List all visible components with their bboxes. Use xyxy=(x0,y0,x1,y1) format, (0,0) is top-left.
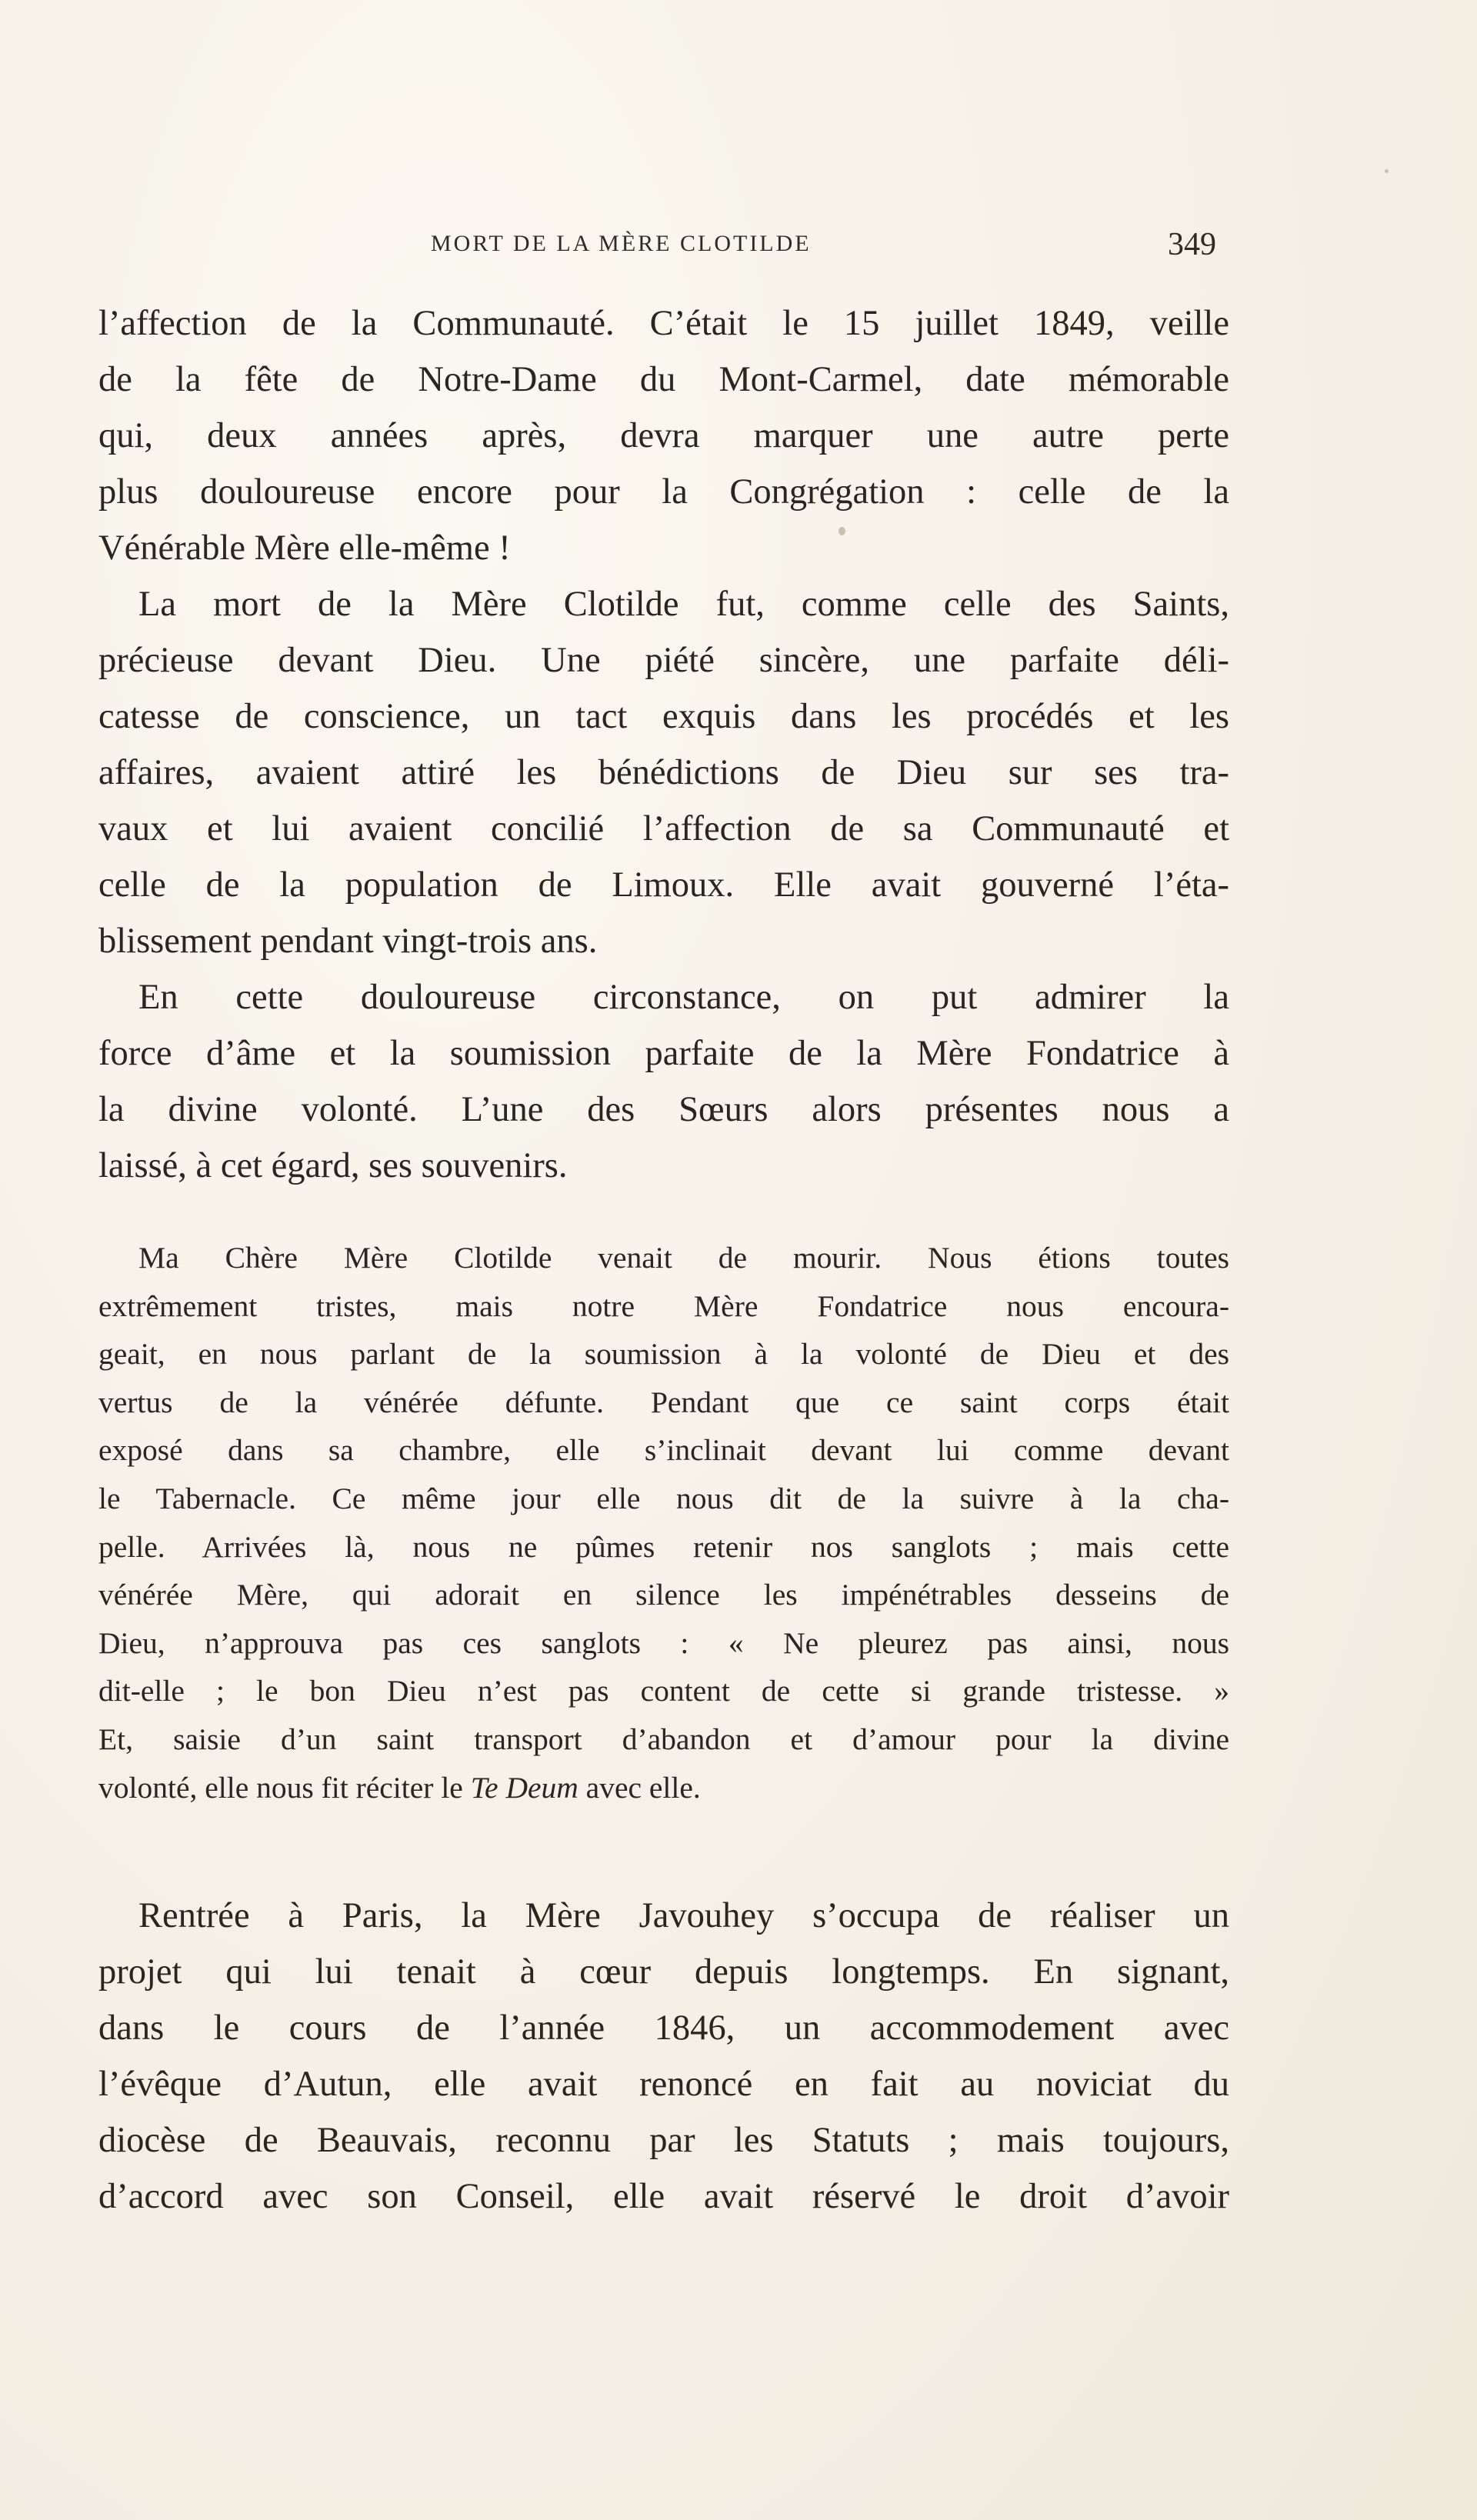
quote-line: extrêmement tristes, mais notre Mère Fondatrice nous encoura- xyxy=(98,1288,1229,1323)
quote-line: Et, saisie d’un saint transport d’abandon et d’amour pour la divine xyxy=(98,1722,1229,1756)
text-line: blissement pendant vingt-trois ans. xyxy=(98,922,598,961)
text-line: plus douloureuse encore pour la Congrégation : celle de la xyxy=(98,472,1229,512)
quoted-testimony xyxy=(98,1234,1229,1812)
text-line: précieuse devant Dieu. Une piété sincère, une parfaite déli- xyxy=(98,641,1229,680)
quote-line: geait, en nous parlant de la soumission à la volonté de Dieu et des xyxy=(98,1337,1229,1372)
text-line: Rentrée à Paris, la Mère Javouhey s’occupa de réaliser un xyxy=(138,1896,1229,1935)
text-line: vaux et lui avaient concilié l’affection de sa Communauté et xyxy=(98,809,1229,848)
text-line: dans le cours de l’année 1846, un accommodement avec xyxy=(98,2008,1229,2048)
quote-line: Ma Chère Mère Clotilde venait de mourir. Nous étions toutes xyxy=(138,1241,1229,1275)
text-line: catesse de conscience, un tact exquis dans les procédés et les xyxy=(98,697,1229,736)
text-line: celle de la population de Limoux. Elle avait gouverné l’éta- xyxy=(98,865,1229,905)
quote-last-line-start: volonté, elle nous fit réciter le xyxy=(98,1770,471,1805)
text-line: de la fête de Notre-Dame du Mont-Carmel, date mémorable xyxy=(98,360,1229,399)
running-head xyxy=(0,227,1477,269)
quote-line: vertus de la vénérée défunte. Pendant que ce saint corps était xyxy=(98,1385,1229,1419)
paragraph-1 xyxy=(98,295,1229,576)
paper-speck xyxy=(1385,169,1389,173)
quote-line: pelle. Arrivées là, nous ne pûmes retenir nos sanglots ; mais cette xyxy=(98,1529,1229,1564)
text-line: Vénérable Mère elle-même ! xyxy=(98,528,511,568)
te-deum-italic: Te Deum xyxy=(470,1770,578,1805)
text-line: projet qui lui tenait à cœur depuis longtemps. En signant, xyxy=(98,1952,1229,1992)
text-line: l’évêque d’Autun, elle avait renoncé en fait au noviciat du xyxy=(98,2065,1229,2104)
text-line: En cette douloureuse circonstance, on put admirer la xyxy=(138,978,1229,1017)
text-line: La mort de la Mère Clotilde fut, comme celle des Saints, xyxy=(138,585,1229,624)
text-line: diocèse de Beauvais, reconnu par les Statuts ; mais toujours, xyxy=(98,2121,1229,2160)
running-title: MORT DE LA MÈRE CLOTILDE xyxy=(431,231,812,256)
paragraph-2 xyxy=(98,576,1229,969)
text-line: force d’âme et la soumission parfaite de la Mère Fondatrice à xyxy=(98,1034,1229,1073)
text-line: la divine volonté. L’une des Sœurs alors présentes nous a xyxy=(98,1090,1229,1129)
text-line: laissé, à cet égard, ses souvenirs. xyxy=(98,1146,568,1185)
text-line: l’affection de la Communauté. C’était le 15 juillet 1849, veille xyxy=(98,304,1229,343)
quote-line: exposé dans sa chambre, elle s’inclinait devant lui comme devant xyxy=(98,1433,1229,1468)
quote-line: vénérée Mère, qui adorait en silence les impénétrables desseins de xyxy=(98,1578,1229,1612)
paragraph-3 xyxy=(98,969,1229,1194)
paragraph-4 xyxy=(98,1888,1229,2225)
paper-speck xyxy=(839,527,845,535)
text-line: affaires, avaient attiré les bénédictions de Dieu sur ses tra- xyxy=(98,753,1229,792)
quote-line: Dieu, n’approuva pas ces sanglots : « Ne pleurez pas ainsi, nous xyxy=(98,1625,1229,1660)
text-line: d’accord avec son Conseil, elle avait réservé le droit d’avoir xyxy=(98,2177,1229,2216)
quote-line: dit-elle ; le bon Dieu n’est pas content de cette si grande tristesse. » xyxy=(98,1674,1229,1708)
quote-last-line-end: avec elle. xyxy=(578,1770,701,1805)
page-number: 349 xyxy=(1168,227,1216,262)
quote-last-line xyxy=(98,1764,1229,1812)
quote-line: le Tabernacle. Ce même jour elle nous dit de la suivre à la cha- xyxy=(98,1481,1229,1515)
text-line: qui, deux années après, devra marquer une autre perte xyxy=(98,416,1229,455)
